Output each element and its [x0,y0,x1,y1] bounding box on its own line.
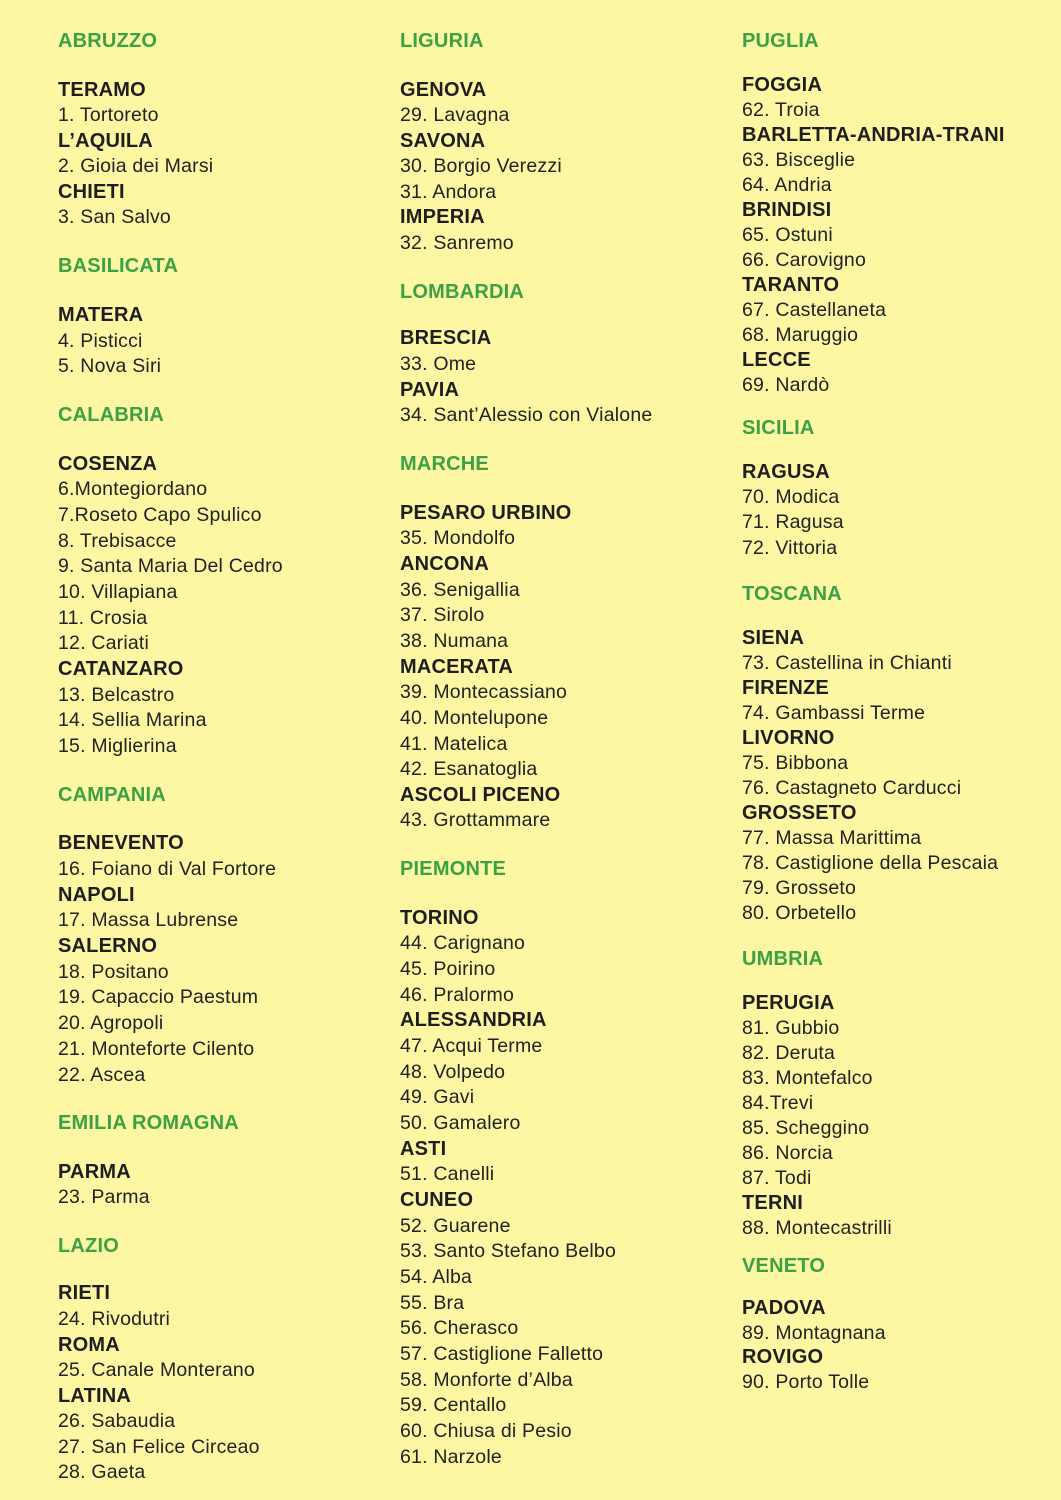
town-item: 15. Miglierina [58,735,177,757]
region-heading: CAMPANIA [58,784,166,806]
town-item: 30. Borgio Verezzi [400,155,562,177]
town-item: 63. Bisceglie [742,149,856,171]
province-heading: IMPERIA [400,206,485,228]
town-item: 71. Ragusa [742,511,844,533]
town-item: 40. Montelupone [400,707,549,729]
region-heading: LAZIO [58,1235,119,1257]
region-heading: ABRUZZO [58,30,158,52]
town-item: 37. Sirolo [400,604,485,626]
town-item: 11. Crosia [58,607,148,629]
town-item: 8. Trebisacce [58,530,177,552]
province-heading: BRESCIA [400,327,492,349]
region-heading: PIEMONTE [400,858,507,880]
town-item: 33. Ome [400,353,477,375]
province-heading: COSENZA [58,453,158,475]
region-heading: LIGURIA [400,30,484,52]
province-heading: MACERATA [400,656,514,678]
town-item: 29. Lavagna [400,104,510,126]
town-item: 9. Santa Maria Del Cedro [58,555,283,577]
town-item: 74. Gambassi Terme [742,702,926,724]
region-heading: UMBRIA [742,948,824,970]
town-item: 48. Volpedo [400,1061,506,1083]
town-item: 88. Montecastrilli [742,1217,892,1239]
region-heading: TOSCANA [742,583,842,605]
region-heading: CALABRIA [58,404,165,426]
town-item: 39. Montecassiano [400,681,568,703]
province-heading: GROSSETO [742,802,857,824]
town-item: 17. Massa Lubrense [58,909,239,931]
province-heading: FOGGIA [742,74,823,96]
town-item: 43. Grottammare [400,809,551,831]
town-item: 19. Capaccio Paestum [58,986,259,1008]
province-heading: PERUGIA [742,992,835,1014]
province-heading: SALERNO [58,935,158,957]
town-item: 81. Gubbio [742,1017,840,1039]
town-item: 36. Senigallia [400,579,520,601]
town-item: 27. San Felice Circeao [58,1436,260,1458]
town-item: 38. Numana [400,630,509,652]
town-item: 80. Orbetello [742,902,857,924]
town-item: 14. Sellia Marina [58,709,207,731]
town-item: 72. Vittoria [742,537,838,559]
town-item: 7.Roseto Capo Spulico [58,504,262,526]
town-item: 86. Norcia [742,1142,833,1164]
town-item: 21. Monteforte Cilento [58,1038,255,1060]
province-heading: PESARO URBINO [400,502,572,524]
town-item: 89. Montagnana [742,1322,886,1344]
province-heading: CHIETI [58,181,125,203]
town-item: 28. Gaeta [58,1461,146,1483]
region-heading: SICILIA [742,417,815,439]
town-item: 10. Villapiana [58,581,178,603]
province-heading: CUNEO [400,1189,474,1211]
province-heading: TARANTO [742,274,840,296]
province-heading: RAGUSA [742,461,830,483]
town-item: 5. Nova Siri [58,355,162,377]
town-item: 26. Sabaudia [58,1410,176,1432]
province-heading: PARMA [58,1161,131,1183]
town-item: 67. Castellaneta [742,299,887,321]
town-item: 58. Monforte d’Alba [400,1369,573,1391]
town-item: 73. Castellina in Chianti [742,652,952,674]
town-item: 87. Todi [742,1167,812,1189]
town-item: 77. Massa Marittima [742,827,922,849]
province-heading: BRINDISI [742,199,832,221]
town-item: 90. Porto Tolle [742,1371,870,1393]
town-item: 82. Deruta [742,1042,836,1064]
town-item: 70. Modica [742,486,840,508]
town-item: 4. Pisticci [58,330,143,352]
town-item: 84.Trevi [742,1092,814,1114]
province-heading: SAVONA [400,130,486,152]
town-item: 13. Belcastro [58,684,175,706]
province-heading: ROVIGO [742,1346,824,1368]
province-heading: GENOVA [400,79,487,101]
province-heading: TERAMO [58,79,146,101]
region-heading: LOMBARDIA [400,281,525,303]
town-item: 34. Sant’Alessio con Vialone [400,404,653,426]
town-item: 32. Sanremo [400,232,514,254]
region-heading: PUGLIA [742,30,819,52]
province-heading: RIETI [58,1282,111,1304]
town-item: 18. Positano [58,961,169,983]
town-item: 46. Pralormo [400,984,515,1006]
town-item: 54. Alba [400,1266,473,1288]
town-item: 45. Poirino [400,958,496,980]
town-item: 22. Ascea [58,1064,146,1086]
town-item: 75. Bibbona [742,752,849,774]
province-heading: PAVIA [400,379,460,401]
town-item: 47. Acqui Terme [400,1035,543,1057]
town-item: 68. Maruggio [742,324,859,346]
town-item: 3. San Salvo [58,206,171,228]
town-item: 65. Ostuni [742,224,833,246]
town-item: 23. Parma [58,1186,150,1208]
town-item: 53. Santo Stefano Belbo [400,1240,617,1262]
province-heading: CATANZARO [58,658,184,680]
town-item: 52. Guarene [400,1215,511,1237]
province-heading: TERNI [742,1192,803,1214]
town-item: 1. Tortoreto [58,104,159,126]
town-item: 56. Cherasco [400,1317,519,1339]
region-heading: EMILIA ROMAGNA [58,1112,239,1134]
town-item: 60. Chiusa di Pesio [400,1420,572,1442]
town-item: 64. Andria [742,174,832,196]
province-heading: LATINA [58,1385,132,1407]
town-item: 25. Canale Monterano [58,1359,255,1381]
town-item: 16. Foiano di Val Fortore [58,858,277,880]
province-heading: MATERA [58,304,144,326]
province-heading: ANCONA [400,553,489,575]
province-heading: LECCE [742,349,811,371]
town-item: 50. Gamalero [400,1112,521,1134]
town-item: 41. Matelica [400,733,508,755]
town-item: 69. Nardò [742,374,830,396]
town-item: 51. Canelli [400,1163,495,1185]
province-heading: ASCOLI PICENO [400,784,561,806]
town-item: 55. Bra [400,1292,465,1314]
town-item: 57. Castiglione Falletto [400,1343,604,1365]
town-item: 66. Carovigno [742,249,867,271]
town-item: 59. Centallo [400,1394,507,1416]
province-heading: SIENA [742,627,805,649]
town-item: 62. Troia [742,99,820,121]
province-heading: ASTI [400,1138,447,1160]
province-heading: LIVORNO [742,727,835,749]
town-item: 61. Narzole [400,1446,502,1468]
town-item: 78. Castiglione della Pescaia [742,852,999,874]
province-heading: TORINO [400,907,479,929]
town-item: 12. Cariati [58,632,150,654]
town-item: 76. Castagneto Carducci [742,777,962,799]
province-heading: BARLETTA-ANDRIA-TRANI [742,124,1005,146]
town-item: 35. Mondolfo [400,527,516,549]
province-heading: BENEVENTO [58,832,184,854]
region-heading: BASILICATA [58,255,179,277]
region-heading: VENETO [742,1255,826,1277]
town-item: 83. Montefalco [742,1067,873,1089]
town-item: 2. Gioia dei Marsi [58,155,214,177]
town-item: 44. Carignano [400,932,526,954]
province-heading: ALESSANDRIA [400,1009,547,1031]
town-item: 20. Agropoli [58,1012,164,1034]
town-item: 24. Rivodutri [58,1308,171,1330]
province-heading: NAPOLI [58,884,135,906]
region-heading: MARCHE [400,453,489,475]
province-heading: L’AQUILA [58,130,153,152]
province-heading: ROMA [58,1334,120,1356]
town-item: 49. Gavi [400,1086,475,1108]
town-item: 6.Montegiordano [58,478,208,500]
province-heading: PADOVA [742,1297,826,1319]
town-item: 79. Grosseto [742,877,857,899]
town-item: 31. Andora [400,181,497,203]
town-item: 42. Esanatoglia [400,758,538,780]
province-heading: FIRENZE [742,677,829,699]
town-item: 85. Scheggino [742,1117,870,1139]
